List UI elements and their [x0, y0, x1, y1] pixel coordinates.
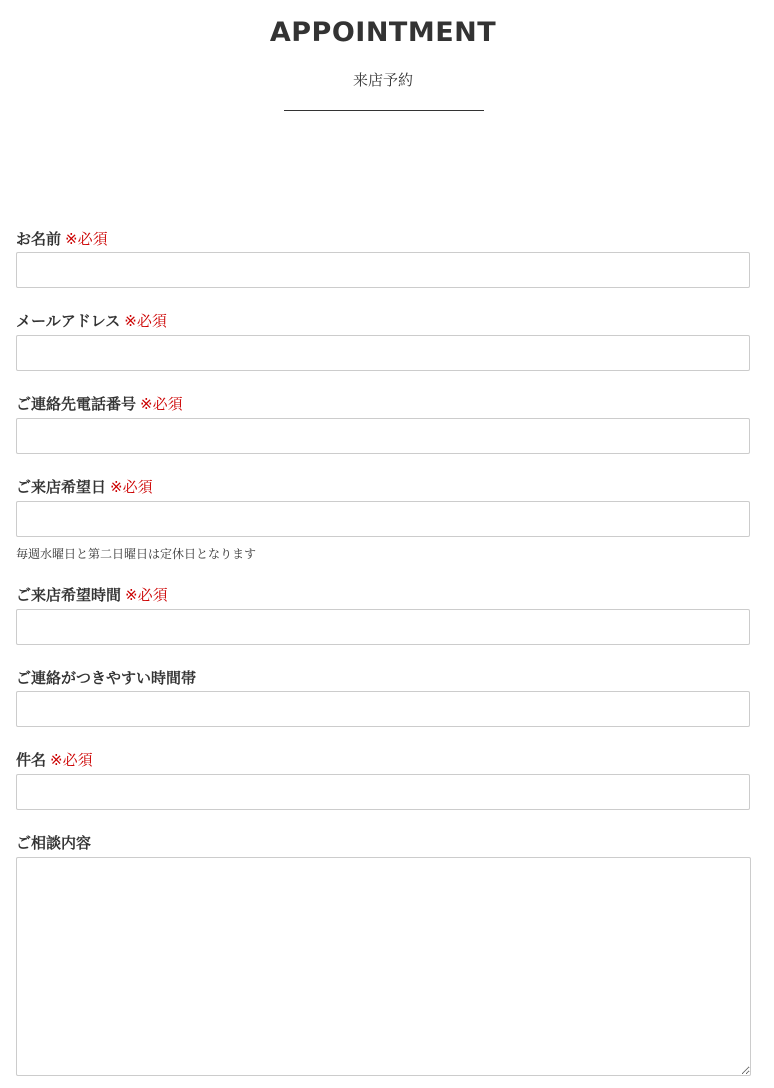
phone-label: [16, 394, 183, 414]
name-label: [16, 229, 108, 249]
name-input[interactable]: [16, 252, 750, 288]
visit-time-label-text: ご来店希望時間: [16, 586, 122, 604]
visit-date-input[interactable]: [16, 501, 750, 537]
phone-label-text: ご連絡先電話番号: [16, 395, 137, 413]
contact-time-input[interactable]: [16, 691, 750, 727]
required-mark: ※必須: [125, 586, 168, 604]
visit-time-label: [16, 585, 168, 605]
required-mark: ※必須: [110, 478, 153, 496]
phone-input[interactable]: [16, 418, 750, 454]
email-label: [16, 311, 167, 331]
subject-label: [16, 750, 93, 770]
page-subtitle: 来店予約: [352, 71, 413, 89]
inquiry-label: [16, 833, 91, 853]
visit-date-note: 毎週水曜日と第二日曜日は定休日となります: [16, 547, 257, 561]
subject-input[interactable]: [16, 774, 750, 810]
name-label-text: お名前: [16, 230, 62, 248]
required-mark: ※必須: [50, 751, 93, 769]
contact-time-label-text: ご連絡がつきやすい時間帯: [16, 669, 197, 687]
inquiry-textarea[interactable]: [16, 857, 751, 1076]
visit-date-label: [16, 477, 153, 497]
required-mark: ※必須: [140, 395, 183, 413]
required-mark: ※必須: [65, 230, 108, 248]
page-title: APPOINTMENT: [269, 17, 497, 48]
subject-label-text: 件名: [16, 751, 47, 769]
email-input[interactable]: [16, 335, 750, 371]
contact-time-label: [16, 668, 196, 688]
visit-time-input[interactable]: [16, 609, 750, 645]
visit-date-label-text: ご来店希望日: [16, 478, 107, 496]
required-mark: ※必須: [124, 312, 167, 330]
inquiry-label-text: ご相談内容: [16, 834, 92, 852]
email-label-text: メールアドレス: [16, 312, 121, 330]
